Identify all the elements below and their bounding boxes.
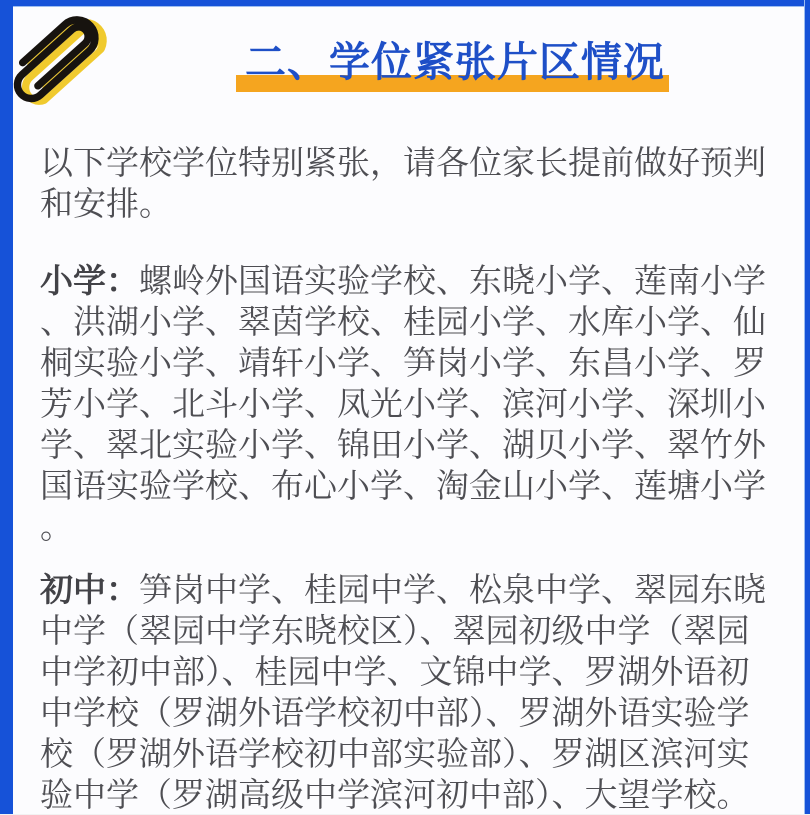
section-title-block (245, 36, 665, 88)
middle-school-list: 笋岗中学、桂园中学、松泉中学、翠园东晓中学（翠园中学东晓校区）、翠园初级中学（翠园中学初中部）、桂园中学、文锦中学、罗湖外语初中学校（罗湖外语学校初中部）、罗湖外语实验学校（罗湖外语学校初中部实验部）、罗湖区滨河实验中学（罗湖高级中学滨河初中部）、大望学校。 (40, 571, 766, 813)
primary-school-paragraph (40, 260, 774, 547)
intro-text: 以下学校学位特别紧张，请各位家长提前做好预判和安排。 (40, 144, 766, 222)
top-border (0, 0, 810, 7)
page-title: 二、学位紧张片区情况 (245, 39, 665, 85)
left-border (0, 0, 13, 814)
primary-school-label: 小学： (40, 262, 139, 299)
middle-school-label: 初中： (40, 571, 139, 608)
right-border (804, 0, 810, 814)
middle-school-paragraph (40, 569, 774, 815)
primary-school-list: 螺岭外国语实验学校、东晓小学、莲南小学、洪湖小学、翠茵学校、桂园小学、水库小学、仙桐实验小学、靖轩小学、笋岗小学、东昌小学、罗芳小学、北斗小学、凤光小学、滨河小学、深圳小学、翠北实验小学、锦田小学、湖贝小学、翠竹外国语实验学校、布心小学、淘金山小学、莲塘小学。 (40, 262, 766, 545)
